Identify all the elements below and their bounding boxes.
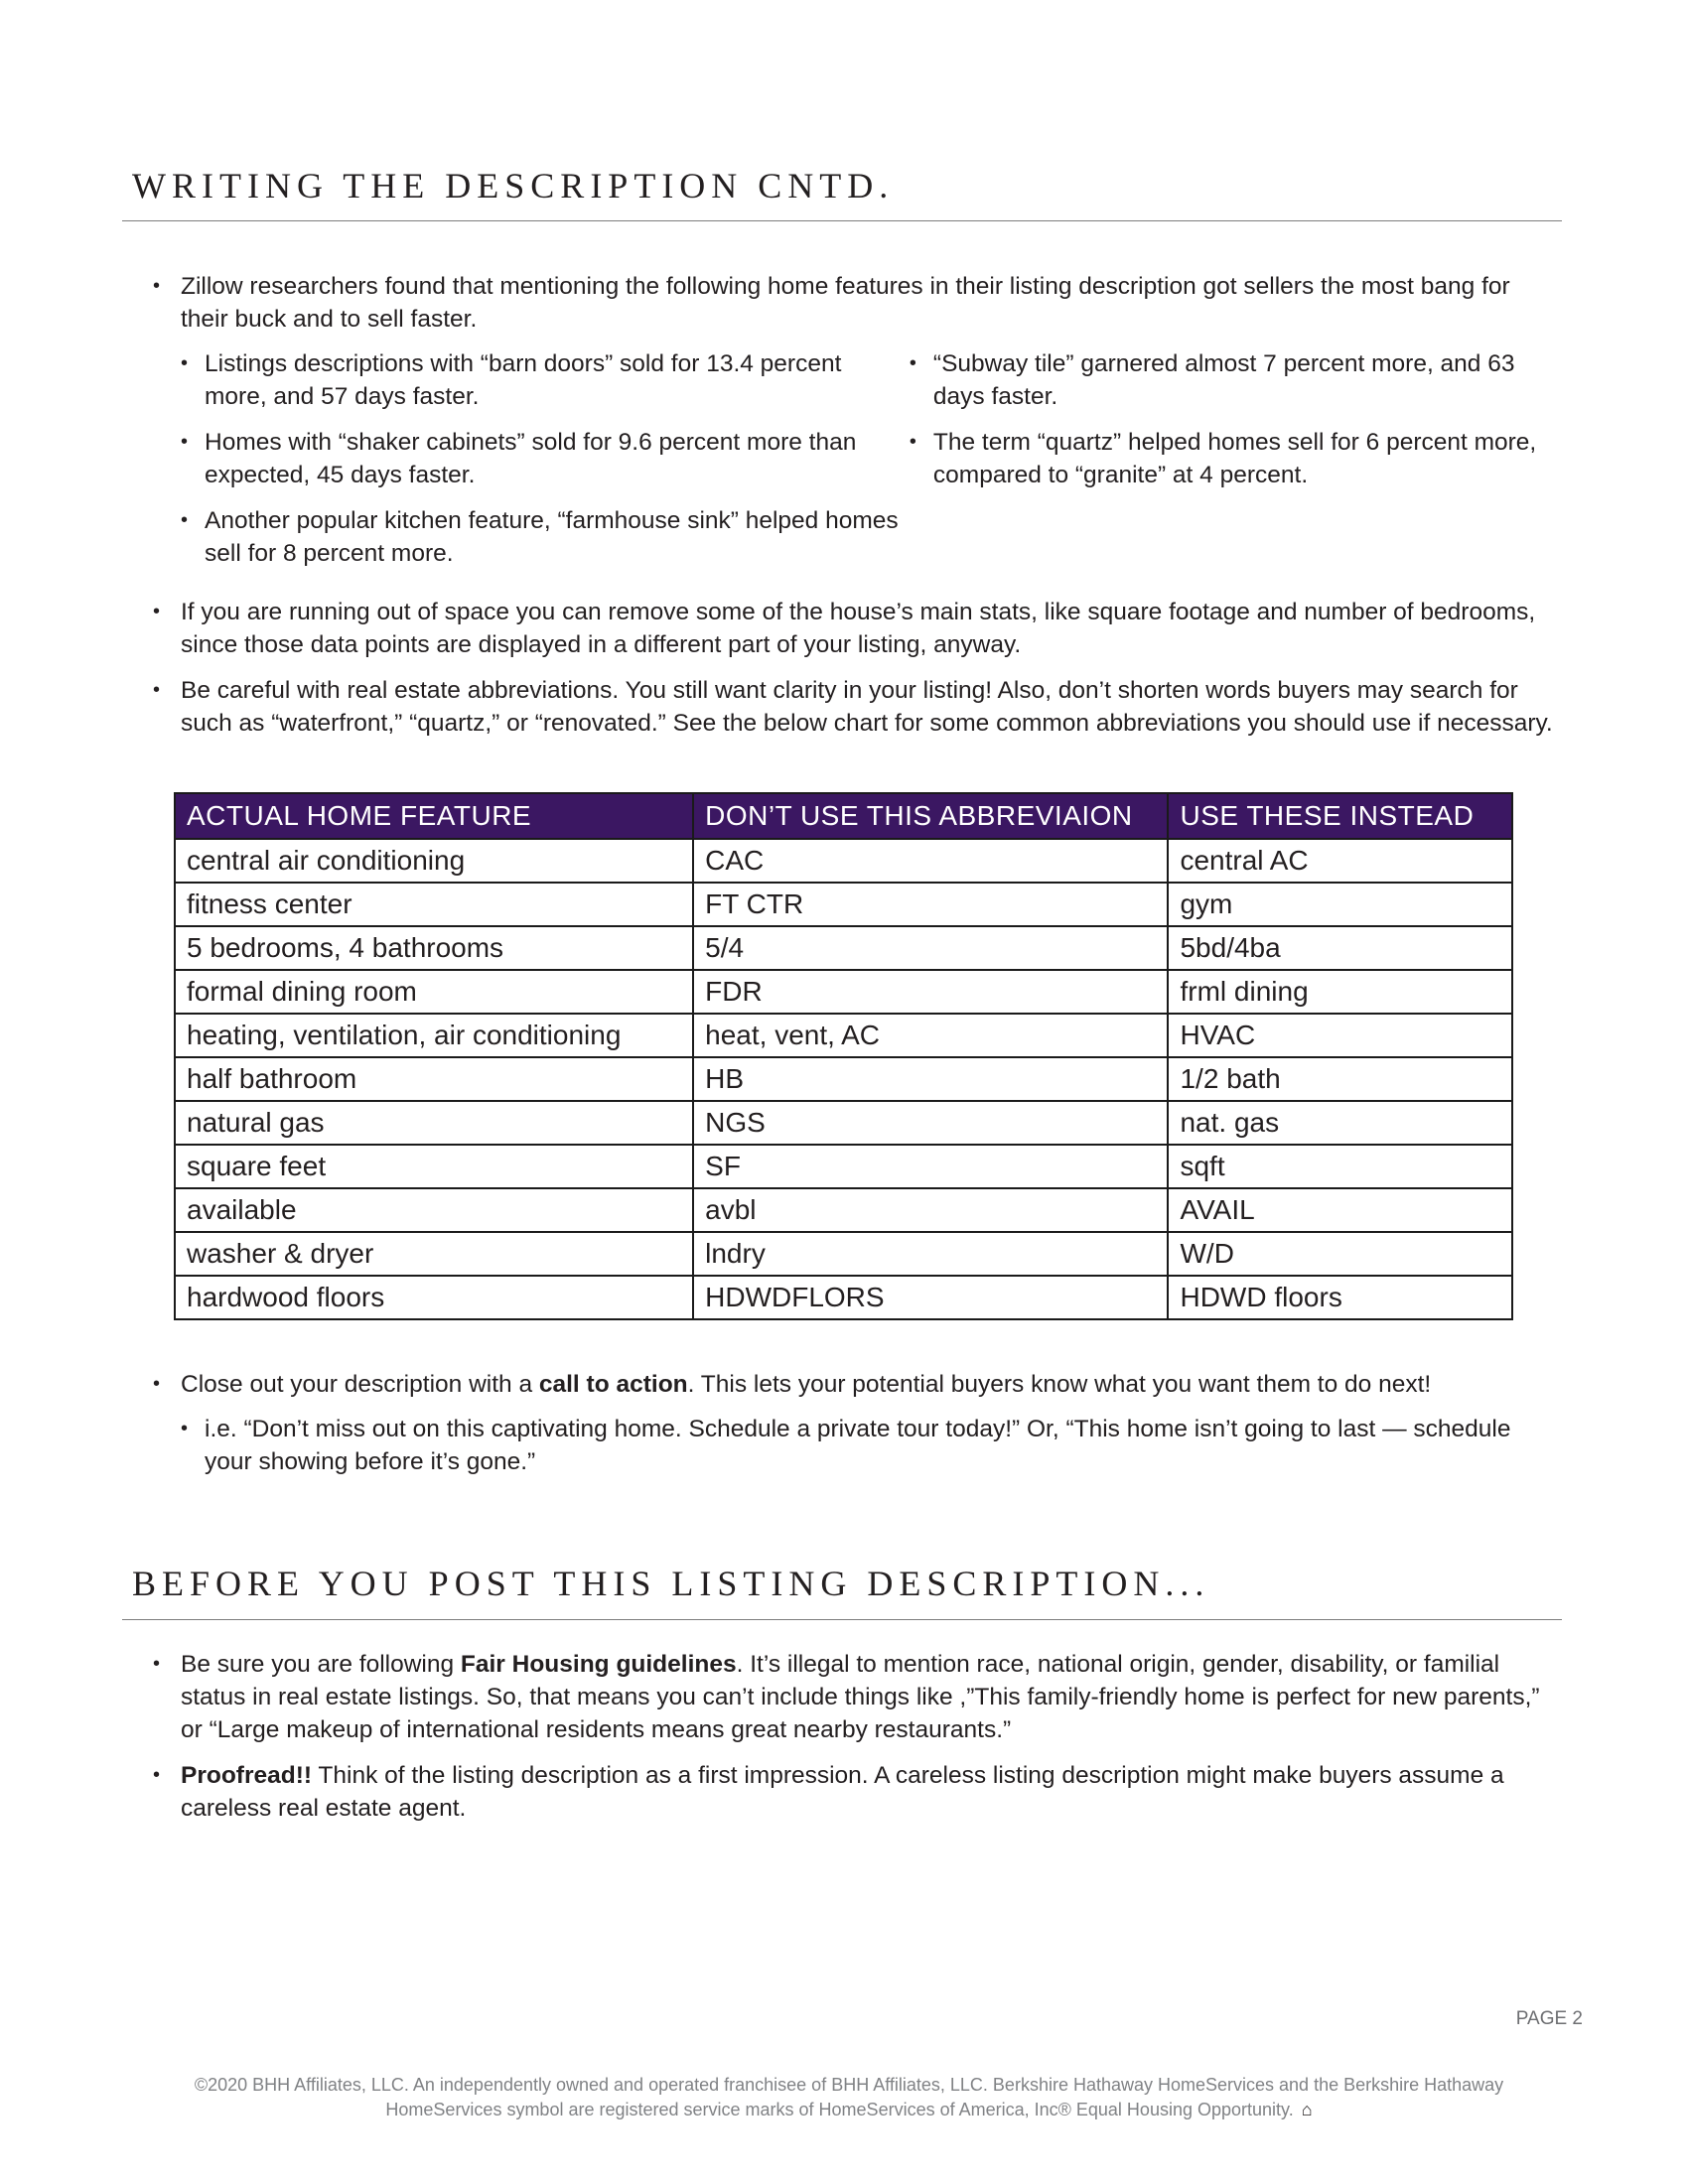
use-instead-cell: nat. gas [1168,1101,1512,1145]
feature-list-right [904,347,1563,583]
header-use-instead: USE THESE INSTEAD [1168,793,1512,839]
feature-cell: natural gas [175,1101,693,1145]
use-instead-cell: HVAC [1168,1014,1512,1057]
dont-use-cell: SF [693,1145,1168,1188]
dont-use-cell: CAC [693,839,1168,883]
dont-use-cell: HDWDFLORS [693,1276,1168,1319]
footer-line-1: ©2020 BHH Affiliates, LLC. An independently owned and operated franchisee of BHH Affiliates, LLC. Berkshire Hathaway HomeServices and the Berkshire Hathaway [194,2075,1504,2095]
footer-line-2-text: HomeServices symbol are registered service marks of HomeServices of America, Inc® Equal Housing Opportunity. [385,2100,1294,2119]
equal-housing-icon: ⌂ [1301,2100,1313,2119]
feature-cell: central air conditioning [175,839,693,883]
fair-housing-text-after: . It’s illegal to mention race, national origin, gender, disability, or familial status in real estate listings. So, that means you can’t include things like ,”This family-friendly home is perfect for new parents,” or “Large makeup of international residents means great nearby restaurants.” [181,1651,1540,1743]
table-row [175,1232,1512,1276]
feature-cell: half bathroom [175,1057,693,1101]
section-title-before-post: BEFORE YOU POST THIS LISTING DESCRIPTION... [132,1564,1210,1603]
dont-use-cell: FDR [693,970,1168,1014]
cta-text-before: Close out your description with a [181,1371,539,1398]
use-instead-cell: gym [1168,883,1512,926]
table-row [175,1188,1512,1232]
before-post-bullets [153,1648,1563,1838]
dont-use-cell: lndry [693,1232,1168,1276]
use-instead-cell: HDWD floors [1168,1276,1512,1319]
table-row [175,970,1512,1014]
use-instead-cell: frml dining [1168,970,1512,1014]
dont-use-cell: heat, vent, AC [693,1014,1168,1057]
footer-line-2 [119,2098,1579,2122]
bullet-proofread [153,1759,1563,1825]
table-row [175,1145,1512,1188]
table-row [175,1014,1512,1057]
cta-example-list [181,1413,1563,1478]
dont-use-cell: NGS [693,1101,1168,1145]
table-row [175,839,1512,883]
sub-bullet-cta-example: • i.e. “Don’t miss out on this captivating home. Schedule a private tour today!” Or, “This home isn’t going to last — schedule your showing before it’s gone.” [181,1413,1563,1478]
feature-cell: formal dining room [175,970,693,1014]
table-header-row [175,793,1512,839]
dont-use-cell: avbl [693,1188,1168,1232]
use-instead-cell: sqft [1168,1145,1512,1188]
table-row [175,926,1512,970]
bullet-space-tip: • If you are running out of space you can remove some of the house’s main stats, like square footage and number of bedrooms, since those data points are displayed in a different part of your listing, anyway. [153,596,1563,661]
dont-use-cell: 5/4 [693,926,1168,970]
feature-cell: hardwood floors [175,1276,693,1319]
bullet-zillow-research [153,270,1563,583]
use-instead-cell: 5bd/4ba [1168,926,1512,970]
use-instead-cell: central AC [1168,839,1512,883]
table-row [175,1101,1512,1145]
bullet-abbreviations: • Be careful with real estate abbreviations. You still want clarity in your listing! Also, don’t shorten words buyers may search for such as “waterfront,” “quartz,” or “renovated.” See the below chart for some common abbreviations you should use if necessary. [153,674,1563,740]
table-row [175,1057,1512,1101]
title-divider [122,220,1562,221]
use-instead-cell: W/D [1168,1232,1512,1276]
sub-bullet-quartz: • The term “quartz” helped homes sell for 6 percent more, compared to “granite” at 4 percent. [910,426,1563,491]
bullet-zillow-text: Zillow researchers found that mentioning the following home features in their listing description got sellers the most bang for their buck and to sell faster. [181,273,1510,333]
fair-housing-text-before: Be sure you are following [181,1651,461,1678]
sub-bullet-farmhouse-sink: • Another popular kitchen feature, “farmhouse sink” helped homes sell for 8 percent more. [181,504,904,570]
header-dont-use: DON’T USE THIS ABBREVIAION [693,793,1168,839]
writing-bullets [153,270,1563,752]
bullet-call-to-action [153,1368,1563,1478]
feature-list-left [181,347,904,583]
feature-cell: heating, ventilation, air conditioning [175,1014,693,1057]
proofread-bold: Proofread!! [181,1762,313,1789]
proofread-text: Think of the listing description as a first impression. A careless listing description might make buyers assume a careless real estate agent. [181,1762,1504,1822]
feature-cell: square feet [175,1145,693,1188]
feature-columns [181,347,1563,583]
cta-bullets [153,1368,1563,1491]
sub-bullet-subway-tile: • “Subway tile” garnered almost 7 percent more, and 63 days faster. [910,347,1563,413]
bullet-fair-housing [153,1648,1563,1746]
feature-cell: washer & dryer [175,1232,693,1276]
abbreviation-table [174,792,1513,1320]
dont-use-cell: FT CTR [693,883,1168,926]
use-instead-cell: 1/2 bath [1168,1057,1512,1101]
dont-use-cell: HB [693,1057,1168,1101]
cta-bold-text: call to action [538,1371,688,1398]
feature-cell: 5 bedrooms, 4 bathrooms [175,926,693,970]
feature-cell: available [175,1188,693,1232]
fair-housing-bold: Fair Housing guidelines [460,1651,737,1678]
page-number: PAGE 2 [1515,2008,1583,2029]
table-row [175,883,1512,926]
sub-bullet-barn-doors: • Listings descriptions with “barn doors” sold for 13.4 percent more, and 57 days faster. [181,347,904,413]
title-divider [122,1619,1562,1620]
feature-cell: fitness center [175,883,693,926]
footer [119,2073,1579,2122]
cta-text-after: . This lets your potential buyers know what you want them to do next! [687,1371,1432,1398]
table-row [175,1276,1512,1319]
sub-bullet-shaker-cabinets: • Homes with “shaker cabinets” sold for 9.6 percent more than expected, 45 days faster. [181,426,904,491]
use-instead-cell: AVAIL [1168,1188,1512,1232]
header-actual-feature: ACTUAL HOME FEATURE [175,793,693,839]
section-title-writing: WRITING THE DESCRIPTION CNTD. [132,166,895,205]
